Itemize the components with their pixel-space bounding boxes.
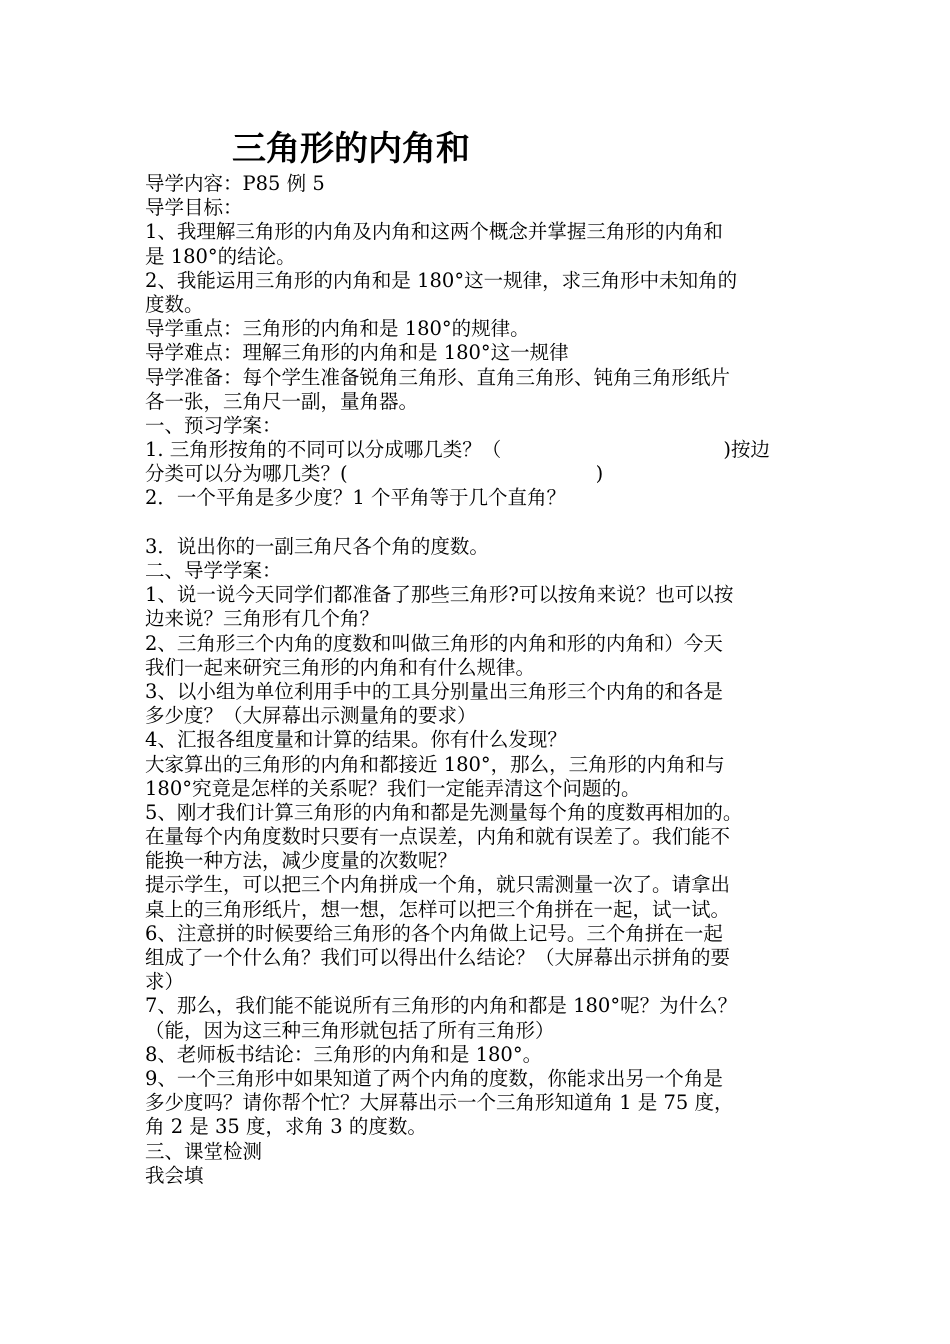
text-line: 2、我能运用三角形的内角和是 180°这一规律，求三角形中未知角的 (145, 268, 738, 292)
section-heading: 三、课堂检测 (145, 1139, 263, 1163)
text-line: 2．一个平角是多少度？1 个平角等于几个直角？ (145, 486, 567, 510)
text-line: 提示学生，可以把三个内角拼成一个角，就只需测量一次了。请拿出 (145, 873, 731, 897)
text-line: 是 180°的结论。 (145, 244, 296, 268)
text-line: 我们一起来研究三角形的内角和有什么规律。 (145, 655, 536, 679)
text-line (145, 438, 817, 462)
text-line: 180°究竟是怎样的关系呢？我们一定能弄清这个问题的。 (145, 776, 641, 800)
empty-line (145, 511, 817, 535)
text-line: 能换一种方法，减少度量的次数呢？ (145, 849, 458, 873)
text-line: 求） (145, 970, 185, 994)
text-line: 组成了一个什么角？我们可以得出什么结论？（大屏幕出示拼角的要 (145, 946, 731, 969)
text-line: 多少度？（大屏幕出示测量角的要求） (145, 704, 477, 728)
text-line: 导学目标： (145, 196, 243, 220)
text-line: 3、以小组为单位利用手中的工具分别量出三角形三个内角的和各是 (145, 679, 723, 703)
text-line: （能，因为这三种三角形就包括了所有三角形） (145, 1018, 555, 1042)
document-body (145, 172, 817, 1188)
text-line: 导学准备：每个学生准备锐角三角形、直角三角形、钝角三角形纸片 (145, 365, 731, 389)
question-text: 分类可以分为哪几类？( (145, 462, 348, 486)
text-line: 1、说一说今天同学们都准备了那些三角形?可以按角来说？也可以按 (145, 583, 734, 607)
section-heading: 二、导学学案： (145, 559, 282, 582)
question-text: )按边 (723, 438, 770, 462)
text-line (145, 462, 817, 486)
text-line: 边来说？三角形有几个角？ (145, 607, 380, 631)
document-title: 三角形的内角和 (232, 129, 470, 169)
text-line: 5、刚才我们计算三角形的内角和都是先测量每个角的度数再相加的。 (145, 800, 743, 824)
text-line: 度数。 (145, 292, 204, 316)
text-line: 角 2 是 35 度，求角 3 的度数。 (145, 1115, 427, 1139)
text-line: 导学内容：P85 例 5 (145, 172, 325, 195)
text-line: 9、一个三角形中如果知道了两个内角的度数，你能求出另一个角是 (145, 1066, 723, 1090)
question-text: 1. 三角形按角的不同可以分成哪几类？（ (145, 438, 502, 462)
question-text: ) (595, 462, 604, 486)
text-line: 1、我理解三角形的内角及内角和这两个概念并掌握三角形的内角和 (145, 220, 723, 244)
text-line: 在量每个内角度数时只要有一点误差，内角和就有误差了。我们能不 (145, 825, 731, 849)
text-line: 4、汇报各组度量和计算的结果。你有什么发现？ (145, 728, 567, 752)
text-line: 8、老师板书结论：三角形的内角和是 180°。 (145, 1042, 543, 1066)
text-line: 各一张，三角尺一副，量角器。 (145, 389, 419, 413)
text-line: 3．说出你的一副三角尺各个角的度数。 (145, 534, 489, 558)
text-line: 桌上的三角形纸片，想一想，怎样可以把三个角拼在一起，试一试。 (145, 897, 731, 921)
text-line: 大家算出的三角形的内角和都接近 180°，那么，三角形的内角和与 (145, 752, 725, 776)
text-line: 导学难点：理解三角形的内角和是 180°这一规律 (145, 341, 569, 365)
text-line: 6、注意拼的时候要给三角形的各个内角做上记号。三个角拼在一起 (145, 921, 723, 945)
text-line: 7、那么，我们能不能说所有三角形的内角和都是 180°呢？为什么？ (145, 994, 738, 1018)
text-line: 多少度吗？请你帮个忙？大屏幕出示一个三角形知道角 1 是 75 度， (145, 1091, 734, 1115)
text-line: 2、三角形三个内角的度数和叫做三角形的内角和形的内角和）今天 (145, 631, 723, 655)
section-heading: 一、预习学案： (145, 413, 282, 437)
text-line: 我会填 (145, 1163, 204, 1187)
text-line: 导学重点：三角形的内角和是 180°的规律。 (145, 317, 530, 341)
